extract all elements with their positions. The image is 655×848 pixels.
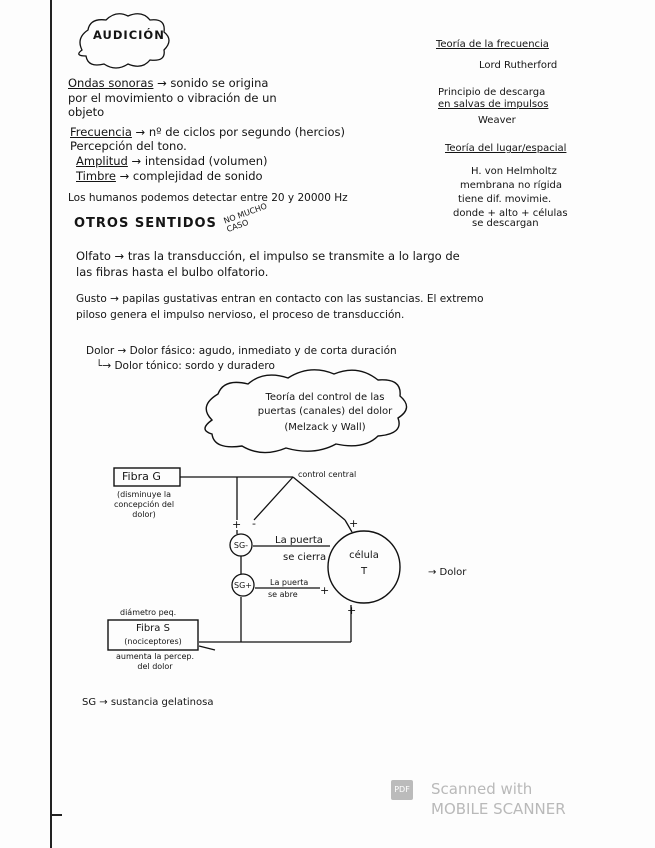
control-central-label: control central <box>298 470 357 479</box>
minus-sign-1: - <box>252 517 256 530</box>
plus-sign-2: + <box>232 518 242 531</box>
celula-t-label: T <box>360 566 368 577</box>
sg-definition: SG → sustancia gelatinosa <box>82 697 214 708</box>
fibra-g-label: Fibra G <box>122 470 161 483</box>
cloud-line-1: Teoría del control de las <box>265 392 385 403</box>
puerta-cierra-2: se cierra <box>283 552 327 563</box>
frecuencia-def-2: Percepción del tono. <box>70 139 187 153</box>
teoria-lugar: Teoría del lugar/espacial <box>445 143 567 154</box>
puerta-abre-2: se abre <box>268 590 298 599</box>
dolor-output: → Dolor <box>428 567 467 578</box>
aumenta-2: del dolor <box>137 662 173 671</box>
no-mucho-caso: NO MUCHO CASO <box>222 201 269 235</box>
fibra-g-desc-2: concepción del <box>113 500 175 509</box>
ondas-def-2: por el movimiento o vibración de un <box>68 91 277 105</box>
aumenta-1: aumenta la percep. <box>115 652 195 661</box>
cc-line-left <box>254 477 293 520</box>
plus-sign-4: + <box>347 604 357 617</box>
lugar-3: donde + alto + células <box>453 208 568 219</box>
frecuencia-def: nº de ciclos por segundo (hercios) <box>148 125 345 139</box>
gusto-line-2: piloso genera el impulso nervioso, el proceso de transducción. <box>76 309 405 321</box>
weaver: Weaver <box>478 115 516 126</box>
humanos-line: Los humanos podemos detectar entre 20 y 20000 Hz <box>68 192 348 204</box>
fibra-s-tail <box>199 646 215 650</box>
timbre-term: Timbre <box>76 169 116 183</box>
otros-sentidos-title: OTROS SENTIDOS <box>74 216 217 231</box>
nociceptores-label: (nociceptores) <box>124 637 182 646</box>
amplitud-term: Amplitud <box>76 154 128 168</box>
ondas-line <box>68 77 268 90</box>
gusto-line-1: Gusto → papilas gustativas entran en contacto con las sustancias. El extremo <box>76 293 484 305</box>
arrow-icon: → <box>131 154 142 168</box>
cloud-line-3: (Melzack y Wall) <box>284 422 366 433</box>
principio-1: Principio de descarga <box>438 87 546 98</box>
corner-arrow-icon: └→ <box>96 360 112 372</box>
watermark-line-2: MOBILE SCANNER <box>431 800 566 818</box>
ondas-def: sonido se origina <box>170 76 269 90</box>
teoria-frecuencia: Teoría de la frecuencia <box>436 39 549 50</box>
arrow-icon: → <box>119 169 130 183</box>
dolor-line-2 <box>96 360 275 373</box>
rutherford: Lord Rutherford <box>479 60 558 71</box>
celula-label: célula <box>349 550 379 561</box>
arrow-icon: → <box>157 76 167 90</box>
amplitud-line <box>76 155 268 168</box>
principio-2: en salvas de impulsos <box>438 99 549 110</box>
amplitud-def: intensidad (volumen) <box>144 154 268 168</box>
plus-sign-3: + <box>320 584 330 597</box>
fibra-s-label: Fibra S <box>136 623 170 634</box>
dolor-tonico: Dolor tónico: sordo y duradero <box>114 360 275 372</box>
plus-sign-1: + <box>349 517 359 530</box>
dolor-line-1: Dolor → Dolor fásico: agudo, inmediato y de corta duración <box>86 345 397 357</box>
fibra-g-desc-3: dolor) <box>132 510 156 519</box>
cloud-line-2: puertas (canales) del dolor <box>257 406 393 417</box>
diametro-label: diámetro peq. <box>120 608 177 617</box>
frecuencia-term: Frecuencia <box>70 125 132 139</box>
arrow-icon: → <box>135 125 146 139</box>
timbre-line <box>76 170 263 183</box>
lugar-4: se descargan <box>472 218 539 229</box>
fibra-g-desc-1: (disminuye la <box>116 490 172 499</box>
timbre-def: complejidad de sonido <box>132 169 263 183</box>
pdf-icon: PDF <box>391 780 413 800</box>
olfato-line-1: Olfato → tras la transducción, el impulso se transmite a lo largo de <box>76 249 460 263</box>
sg-plus-label: SG+ <box>234 581 252 590</box>
cc-line-right <box>293 477 345 520</box>
ondas-term: Ondas sonoras <box>68 76 154 90</box>
helmholtz: H. von Helmholtz <box>471 166 557 177</box>
frecuencia-line <box>70 126 345 139</box>
sg-minus-label: SG- <box>233 541 249 550</box>
lugar-2: tiene dif. movimie. <box>458 194 552 205</box>
puerta-cierra-1: La puerta <box>275 535 323 546</box>
lugar-1: membrana no rígida <box>460 180 562 191</box>
olfato-line-2: las fibras hasta el bulbo olfatorio. <box>76 265 269 279</box>
puerta-abre-1: La puerta <box>270 578 309 587</box>
watermark-line-1: Scanned with <box>431 780 533 798</box>
ondas-def-3: objeto <box>68 105 105 119</box>
page-title: AUDICIÓN <box>93 28 165 42</box>
